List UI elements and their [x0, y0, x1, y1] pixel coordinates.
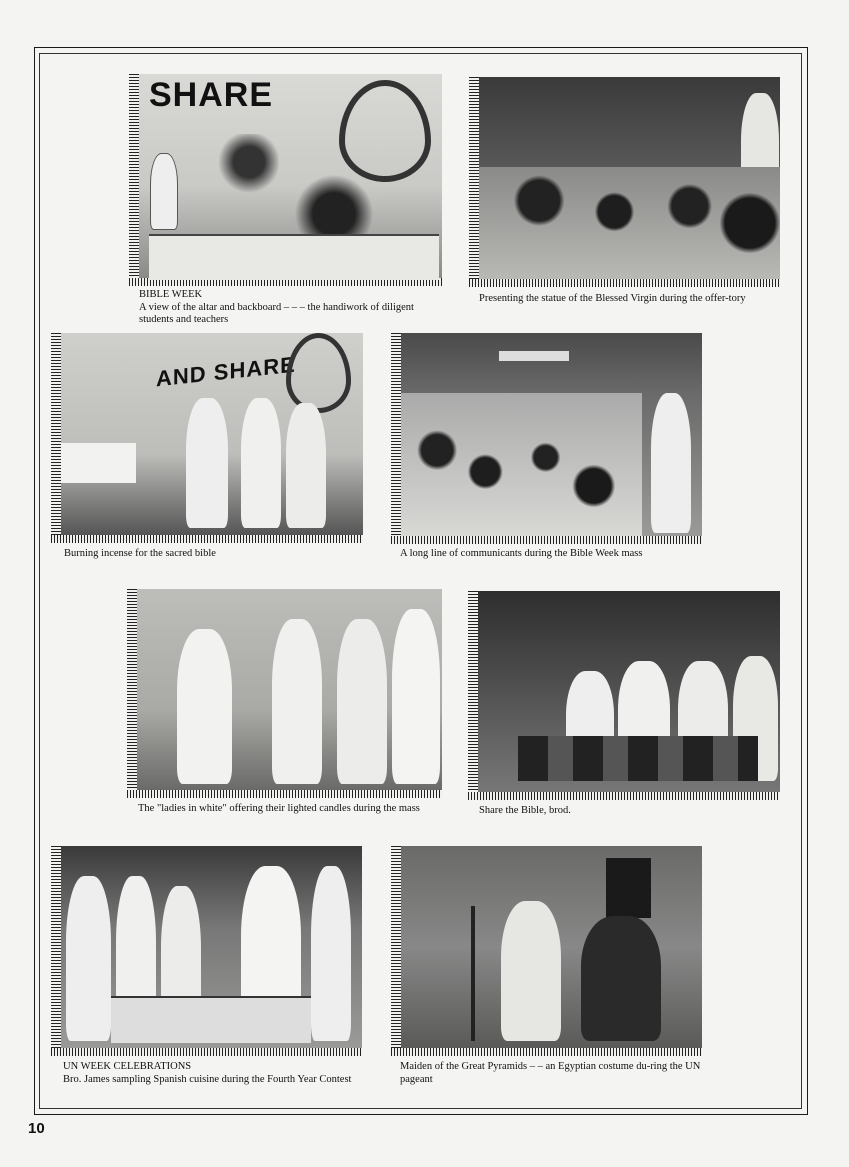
page-number: 10 — [28, 1120, 45, 1137]
caption-text: A long line of communicants during the Bible Week mass — [400, 548, 643, 559]
crowd — [479, 167, 780, 279]
crowd — [401, 393, 642, 536]
caption-cuisine — [63, 1061, 373, 1086]
share-sign: AND SHARE — [156, 351, 296, 392]
photo-pyramids — [391, 846, 702, 1056]
heart-emblem — [286, 333, 351, 413]
caption-text: Presenting the statue of the Blessed Virgin during the offer-tory — [479, 293, 746, 304]
flower-arrangement — [219, 134, 279, 204]
pharaoh-headdress — [606, 858, 651, 918]
chairs — [518, 736, 758, 781]
caption-text: A view of the altar and backboard – – – the handiwork of diligent students and teachers — [139, 301, 414, 325]
student-figure — [241, 398, 281, 528]
student-figure — [66, 876, 111, 1041]
caption-text: Maiden of the Great Pyramids – – an Egyptian costume du-ring the UN pageant — [400, 1061, 701, 1085]
altar-table — [149, 234, 439, 280]
caption-share-bible — [479, 805, 779, 818]
priest-figure — [651, 393, 691, 533]
staff — [471, 906, 475, 1041]
student-figure — [392, 609, 440, 784]
caption-text: Burning incense for the sacred bible — [64, 548, 216, 559]
photo-share-bible — [468, 591, 780, 800]
statue — [151, 154, 177, 229]
student-figure — [286, 403, 326, 528]
student-figure — [177, 629, 232, 784]
photo-incense — [51, 333, 363, 543]
pharaoh-figure — [581, 916, 661, 1041]
caption-text: Share the Bible, brod. — [479, 805, 571, 816]
caption-communicants — [400, 548, 700, 561]
altar-table — [61, 443, 136, 483]
maiden-figure — [501, 901, 561, 1041]
caption-statue — [479, 293, 784, 306]
caption-incense — [64, 548, 364, 561]
student-figure — [311, 866, 351, 1041]
caption-heading: BIBLE WEEK — [139, 289, 203, 300]
student-figure — [337, 619, 387, 784]
caption-pyramids — [400, 1061, 710, 1086]
student-figure — [186, 398, 228, 528]
student-figure — [272, 619, 322, 784]
photo-altar — [129, 74, 442, 286]
food-table — [111, 996, 311, 1043]
photo-statue — [469, 77, 780, 287]
caption-heading: UN WEEK CELEBRATIONS — [63, 1061, 192, 1072]
caption-text: Bro. James sampling Spanish cuisine during the Fourth Year Contest — [63, 1073, 352, 1085]
caption-ladies — [138, 803, 448, 816]
photo-cuisine — [51, 846, 362, 1056]
caption-text: The "ladies in white" offering their lighted candles during the mass — [138, 803, 420, 814]
photo-communicants — [391, 333, 702, 544]
photo-ladies — [127, 589, 442, 798]
heart-emblem — [339, 80, 431, 182]
share-sign: SHARE — [149, 76, 274, 114]
banner — [499, 351, 569, 361]
caption-altar — [139, 289, 444, 327]
